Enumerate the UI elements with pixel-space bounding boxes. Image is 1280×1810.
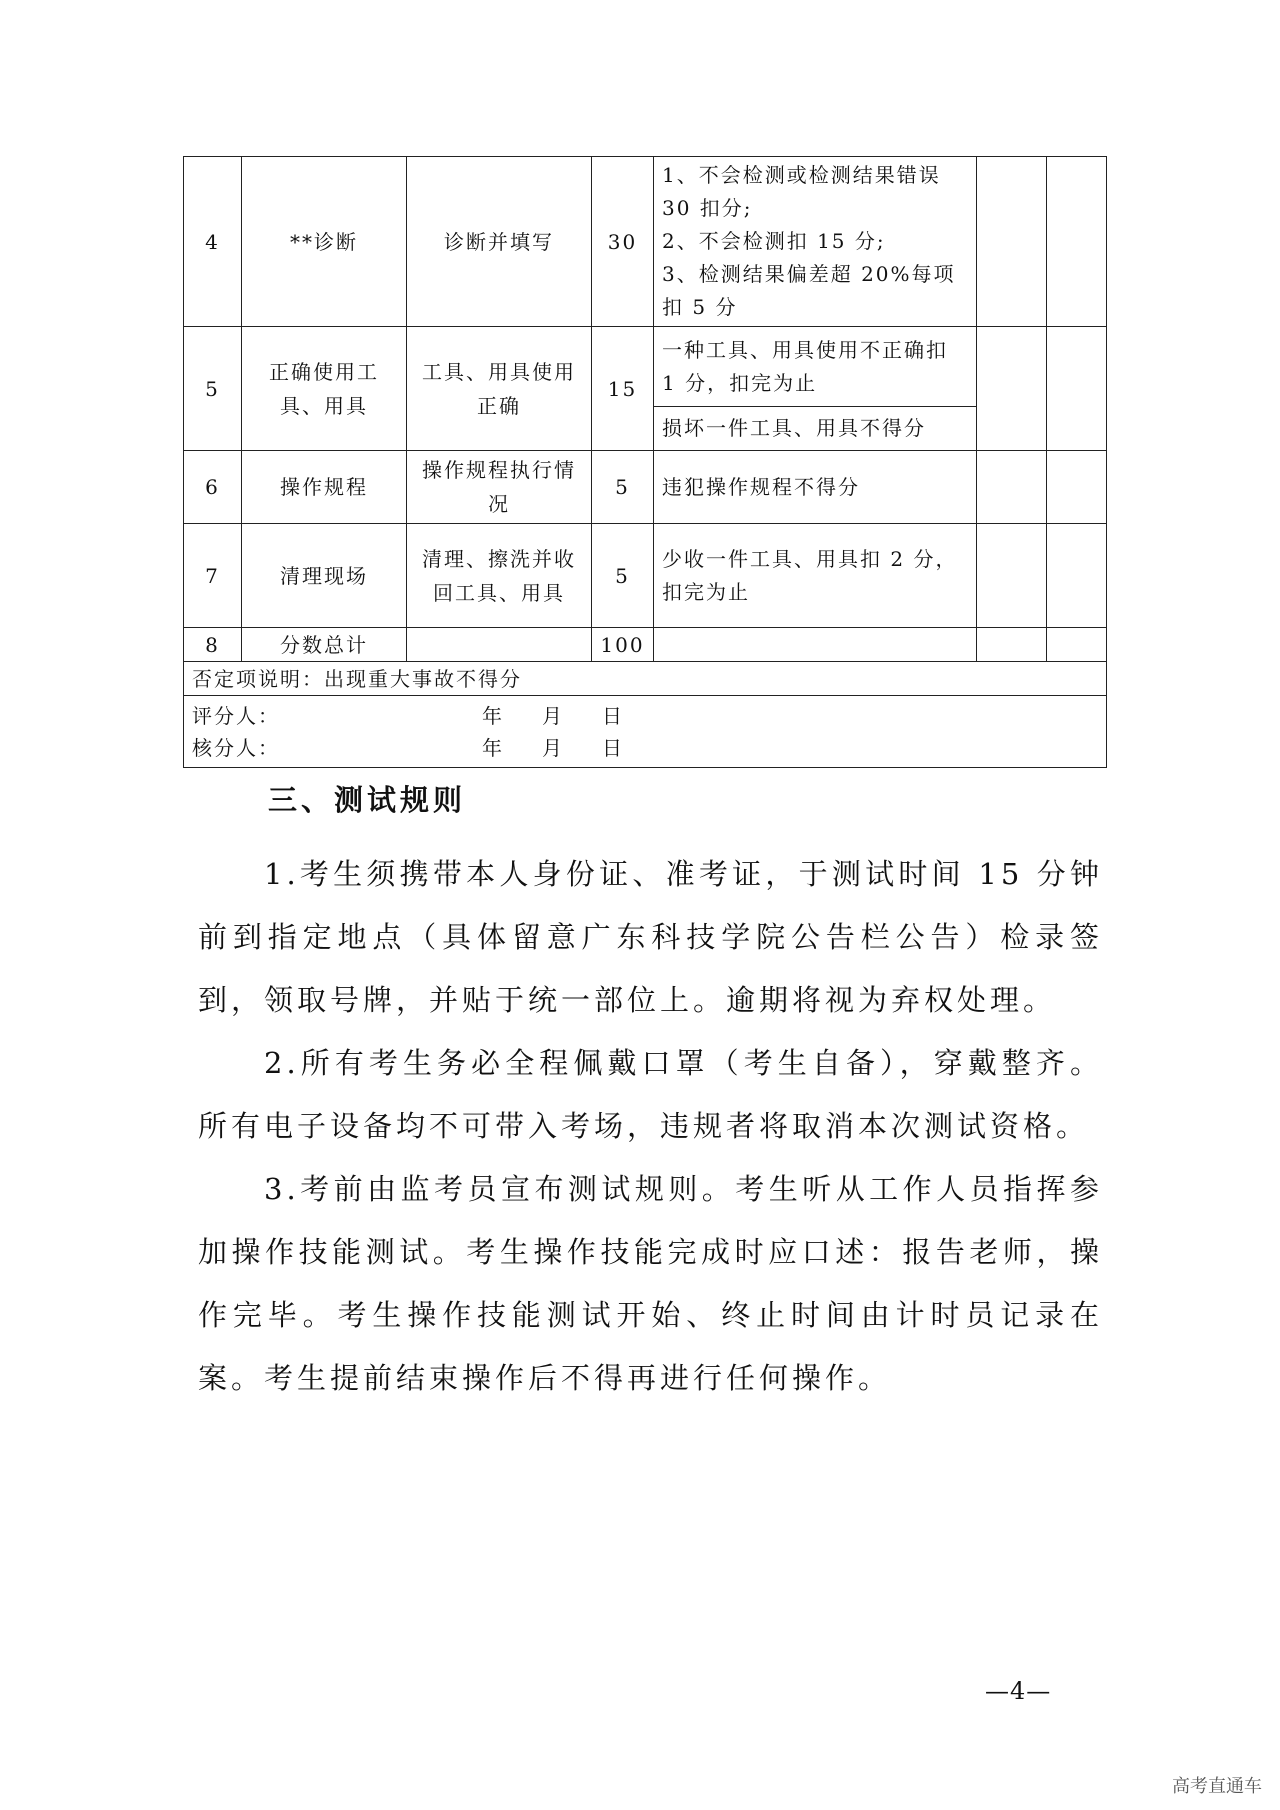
item-name: 清理现场 xyxy=(242,524,407,628)
blank-cell xyxy=(1047,327,1107,451)
page-number: —4— xyxy=(985,1677,1052,1705)
table-row xyxy=(184,451,1107,524)
table-row xyxy=(184,327,1107,407)
row-number: 7 xyxy=(184,524,242,628)
date-month: 月 xyxy=(542,703,564,728)
rule-paragraph: 2.所有考生务必全程佩戴口罩（考生自备），穿戴整齐。所有电子设备均不可带入考场，违规者将取消本次测试资格。 xyxy=(198,1046,1103,1143)
blank-cell xyxy=(977,327,1047,451)
table-row xyxy=(184,628,1107,662)
item-content: 清理、擦洗并收回工具、用具 xyxy=(407,524,592,628)
row-number: 6 xyxy=(184,451,242,524)
date-year: 年 xyxy=(482,703,504,728)
item-criteria xyxy=(654,157,977,327)
blank-cell xyxy=(977,628,1047,662)
item-score: 15 xyxy=(592,327,654,451)
item-criteria xyxy=(654,628,977,662)
scorer-line xyxy=(192,700,1098,732)
date-day: 日 xyxy=(602,735,624,760)
item-criteria: 损坏一件工具、用具不得分 xyxy=(654,407,977,451)
scoring-table xyxy=(183,156,1107,768)
checker-line xyxy=(192,732,1098,764)
row-number: 8 xyxy=(184,628,242,662)
item-content: 工具、用具使用正确 xyxy=(407,327,592,451)
watermark: 高考直通车 xyxy=(1172,1776,1262,1797)
item-criteria: 违犯操作规程不得分 xyxy=(654,451,977,524)
criteria-line: 3、检测结果偏差超 20%每项扣 5 分 xyxy=(662,262,956,319)
item-content xyxy=(407,628,592,662)
veto-note: 否定项说明：出现重大事故不得分 xyxy=(184,662,1107,696)
item-score: 30 xyxy=(592,157,654,327)
date-year: 年 xyxy=(482,735,504,760)
row-number: 5 xyxy=(184,327,242,451)
item-score: 5 xyxy=(592,451,654,524)
item-content: 诊断并填写 xyxy=(407,157,592,327)
blank-cell xyxy=(1047,157,1107,327)
item-name: 操作规程 xyxy=(242,451,407,524)
row-number: 4 xyxy=(184,157,242,327)
item-criteria: 少收一件工具、用具扣 2 分，扣完为止 xyxy=(654,524,977,628)
table-row xyxy=(184,662,1107,696)
blank-cell xyxy=(1047,451,1107,524)
blank-cell xyxy=(1047,628,1107,662)
table-row xyxy=(184,696,1107,768)
item-name: 分数总计 xyxy=(242,628,407,662)
rule-paragraph: 1.考生须携带本人身份证、准考证，于测试时间 15 分钟前到指定地点（具体留意广东科技学院公告栏公告）检录签到，领取号牌，并贴于统一部位上。逾期将视为弃权处理。 xyxy=(198,857,1103,1017)
item-score: 5 xyxy=(592,524,654,628)
signature-block xyxy=(184,696,1107,768)
blank-cell xyxy=(977,157,1047,327)
checker-label: 核分人： xyxy=(192,735,280,760)
section-title: 三、测试规则 xyxy=(268,783,467,817)
blank-cell xyxy=(977,451,1047,524)
scorer-label: 评分人： xyxy=(192,703,280,728)
blank-cell xyxy=(977,524,1047,628)
item-score: 100 xyxy=(592,628,654,662)
table-row xyxy=(184,524,1107,628)
date-day: 日 xyxy=(602,703,624,728)
item-criteria: 一种工具、用具使用不正确扣 1 分，扣完为止 xyxy=(654,327,977,407)
table-row xyxy=(184,157,1107,327)
item-name: 正确使用工具、用具 xyxy=(242,327,407,451)
date-month: 月 xyxy=(542,735,564,760)
criteria-line: 2、不会检测扣 15 分; xyxy=(662,229,886,253)
item-name: **诊断 xyxy=(242,157,407,327)
rule-paragraph: 3.考前由监考员宣布测试规则。考生听从工作人员指挥参加操作技能测试。考生操作技能完成时应口述：报告老师，操作完毕。考生操作技能测试开始、终止时间由计时员记录在案。考生提前结束操作后不得再进行任何操作。 xyxy=(198,1172,1103,1395)
blank-cell xyxy=(1047,524,1107,628)
criteria-line: 1、不会检测或检测结果错误 30 扣分; xyxy=(662,163,941,220)
item-content: 操作规程执行情况 xyxy=(407,451,592,524)
